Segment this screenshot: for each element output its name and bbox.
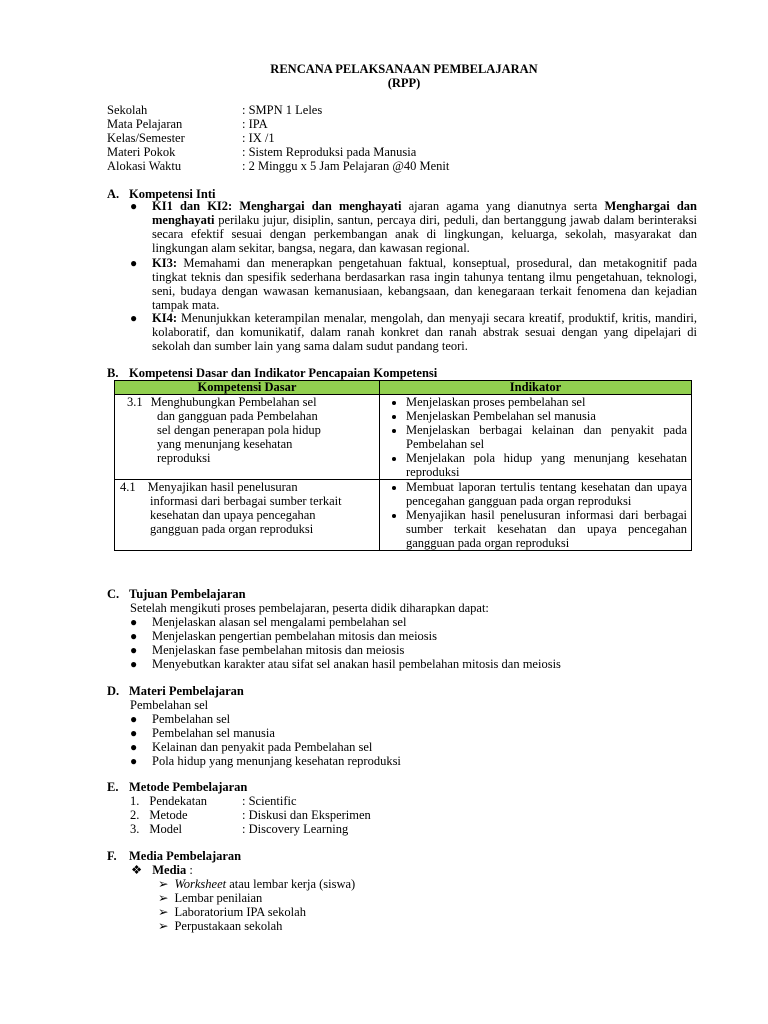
method-item xyxy=(130,794,207,808)
list-item: • Menjelakan pola hidup yang menunjang kesehatan reproduksi xyxy=(406,451,687,479)
table-row xyxy=(115,395,692,480)
item-value: : Scientific xyxy=(242,794,297,808)
bullet-icon: ● xyxy=(130,199,138,213)
section-f-heading xyxy=(107,849,241,863)
indicator-list xyxy=(380,480,691,550)
media-label: Media xyxy=(152,863,187,877)
item-number: 2. xyxy=(130,808,140,822)
ki4-paragraph xyxy=(152,311,697,353)
item-label: Pendekatan xyxy=(149,794,207,808)
media-item-text: atau lembar kerja (siswa) xyxy=(226,877,356,891)
bullet-icon: ● xyxy=(130,615,138,629)
section-title: Kompetensi Inti xyxy=(129,187,216,201)
bullet-icon: ● xyxy=(130,754,138,768)
arrow-bullet-icon: ➢ xyxy=(158,919,169,933)
list-item: Menjelaskan pengertian pembelahan mitosis dan meiosis xyxy=(152,629,437,643)
item-number: 3. xyxy=(130,822,140,836)
media-item-text: Lembar penilaian xyxy=(174,891,263,905)
kd-number: 3.1 xyxy=(127,395,143,409)
section-letter: A. xyxy=(107,187,120,201)
kd-text-line: kesehatan dan upaya pencegahan xyxy=(150,508,316,522)
ki3-text: Memahami dan menerapkan pengetahuan faktual, konseptual, prosedural, dan metakognitif pada tingkat teknis dan spesifik sederhana berdasarkan rasa ingin tahunya tentang ilmu pengetahuan, teknologi, seni, budaya dengan wawasan kemanusiaan, kebangsaan, dan kenegaraan terkait fenomena dan kejadian tampak mata. xyxy=(152,256,697,312)
media-item xyxy=(158,891,262,905)
item-label: Model xyxy=(149,822,183,836)
kd-text-line: yang menunjang kesehatan xyxy=(157,437,293,451)
arrow-bullet-icon: ➢ xyxy=(158,905,169,919)
kd-cell xyxy=(115,395,380,480)
section-title: Kompetensi Dasar dan Indikator Pencapaian Kompetensi xyxy=(129,366,438,380)
ki4-text: Menunjukkan keterampilan menalar, mengolah, dan menyaji secara kreatif, produktif, kritis, mandiri, kolaboratif, dan komunikatif, dalam ranah konkret dan ranah abstrak sesuai dengan yang dipelajari di sekolah dan sumber lain yang sama dalam sudut pandang teori. xyxy=(152,311,697,353)
kd-number: 4.1 xyxy=(120,480,136,494)
ki1-text-rest: perilaku jujur, disiplin, santun, percaya diri, peduli, dan bertanggung jawab dalam berinteraksi secara efektif sesuai dengan perkembangan anak di lingkungan, keluarga, sekolah, masyarakat dan lingkungan alam sekitar, bangsa, negara, dan kawasan regional. xyxy=(152,213,697,255)
section-b-heading xyxy=(107,366,437,380)
section-title: Metode Pembelajaran xyxy=(129,780,248,794)
media-item-text: Laboratorium IPA sekolah xyxy=(174,905,306,919)
list-item: Pembelahan sel manusia xyxy=(152,726,275,740)
column-header-kompetensi-dasar: Kompetensi Dasar xyxy=(115,381,380,395)
kd-text-line: gangguan pada organ reproduksi xyxy=(150,522,314,536)
media-colon: : xyxy=(186,863,193,877)
kd-text-line: Menghubungkan Pembelahan sel xyxy=(150,395,317,409)
list-item: • Menjelaskan Pembelahan sel manusia xyxy=(406,409,687,423)
arrow-bullet-icon: ➢ xyxy=(158,891,169,905)
kd-cell xyxy=(115,480,380,551)
info-label: Kelas/Semester xyxy=(107,131,185,145)
item-number: 1. xyxy=(130,794,140,808)
ki1-bold-lead: KI1 dan KI2: Menghargai dan menghayati xyxy=(152,199,402,213)
kd-text-line: Menyajikan hasil penelusuran xyxy=(147,480,298,494)
document-title: RENCANA PELAKSANAAN PEMBELAJARAN xyxy=(270,62,538,76)
info-label: Alokasi Waktu xyxy=(107,159,182,173)
ki1-text: ajaran agama yang dianutnya serta xyxy=(401,199,605,213)
section-c-heading xyxy=(107,587,246,601)
info-value: : IX /1 xyxy=(242,131,275,145)
info-label: Materi Pokok xyxy=(107,145,176,159)
list-item: • Menyajikan hasil penelusuran informasi dari berbagai sumber terkait kesehatan dan upaya pencegahan gangguan pada organ reproduksi xyxy=(406,508,687,550)
ki3-paragraph xyxy=(152,256,697,312)
section-title: Materi Pembelajaran xyxy=(129,684,244,698)
list-item: Menyebutkan karakter atau sifat sel anakan hasil pembelahan mitosis dan meiosis xyxy=(152,657,561,671)
bullet-icon: ● xyxy=(130,311,138,325)
list-item: Menjelaskan alasan sel mengalami pembelahan sel xyxy=(152,615,407,629)
kd-text-line: dan gangguan pada Pembelahan xyxy=(157,409,318,423)
ki3-bold-lead: KI3: xyxy=(152,256,177,270)
ki4-bold-lead: KI4: xyxy=(152,311,177,325)
bullet-icon: ● xyxy=(130,643,138,657)
bullet-icon: ● xyxy=(130,256,138,270)
section-d-heading xyxy=(107,684,244,698)
method-item xyxy=(130,808,188,822)
media-subheading xyxy=(131,863,193,877)
section-letter: C. xyxy=(107,587,120,601)
list-item: Menjelaskan fase pembelahan mitosis dan meiosis xyxy=(152,643,405,657)
section-letter: F. xyxy=(107,849,117,863)
method-item xyxy=(130,822,182,836)
section-title: Tujuan Pembelajaran xyxy=(129,587,246,601)
ki1-paragraph xyxy=(152,199,697,255)
info-value: : SMPN 1 Leles xyxy=(242,103,323,117)
kd-text-line: sel dengan penerapan pola hidup xyxy=(157,423,321,437)
item-value: : Discovery Learning xyxy=(242,822,349,836)
column-header-indikator: Indikator xyxy=(380,381,692,395)
bullet-icon: ● xyxy=(130,629,138,643)
info-label: Sekolah xyxy=(107,103,148,117)
item-value: : Diskusi dan Eksperimen xyxy=(242,808,371,822)
list-item: • Menjelaskan proses pembelahan sel xyxy=(406,395,687,409)
arrow-bullet-icon: ➢ xyxy=(158,877,169,891)
kd-text-line: informasi dari berbagai sumber terkait xyxy=(150,494,342,508)
kd-text-line: reproduksi xyxy=(157,451,211,465)
indicator-list xyxy=(380,395,691,479)
section-letter: B. xyxy=(107,366,119,380)
ki1-bold-mid: Menghargai dan menghayati xyxy=(152,199,697,227)
section-letter: E. xyxy=(107,780,119,794)
info-value: : Sistem Reproduksi pada Manusia xyxy=(242,145,417,159)
media-item xyxy=(158,905,306,919)
document-subtitle: (RPP) xyxy=(387,76,421,90)
list-item: Pembelahan sel xyxy=(152,712,231,726)
kd-text-rest xyxy=(127,409,379,465)
kd-text-rest xyxy=(120,494,379,536)
list-item: • Membuat laporan tertulis tentang kesehatan dan upaya pencegahan gangguan pada organ reproduksi xyxy=(406,480,687,508)
info-value: : IPA xyxy=(242,117,268,131)
table-row xyxy=(115,480,692,551)
section-d-intro: Pembelahan sel xyxy=(130,698,209,712)
item-label: Metode xyxy=(149,808,188,822)
list-item: Pola hidup yang menunjang kesehatan reproduksi xyxy=(152,754,401,768)
diamond-bullet-icon: ❖ xyxy=(131,863,143,877)
bullet-icon: ● xyxy=(130,657,138,671)
table-header-row xyxy=(115,381,692,395)
media-item xyxy=(158,919,282,933)
media-item xyxy=(158,877,355,891)
list-item: • Menjelaskan berbagai kelainan dan penyakit pada Pembelahan sel xyxy=(406,423,687,451)
bullet-icon: ● xyxy=(130,712,138,726)
competency-table xyxy=(114,380,692,551)
section-title: Media Pembelajaran xyxy=(129,849,242,863)
section-letter: D. xyxy=(107,684,120,698)
info-value: : 2 Minggu x 5 Jam Pelajaran @40 Menit xyxy=(242,159,450,173)
worksheet-italic: Worksheet xyxy=(174,877,227,891)
info-label: Mata Pelajaran xyxy=(107,117,183,131)
media-item-text: Perpustakaan sekolah xyxy=(174,919,283,933)
section-e-heading xyxy=(107,780,247,794)
section-c-intro: Setelah mengikuti proses pembelajaran, peserta didik diharapkan dapat: xyxy=(130,601,489,615)
indicator-cell xyxy=(380,480,692,551)
bullet-icon: ● xyxy=(130,726,138,740)
indicator-cell xyxy=(380,395,692,480)
list-item: Kelainan dan penyakit pada Pembelahan sel xyxy=(152,740,373,754)
bullet-icon: ● xyxy=(130,740,138,754)
